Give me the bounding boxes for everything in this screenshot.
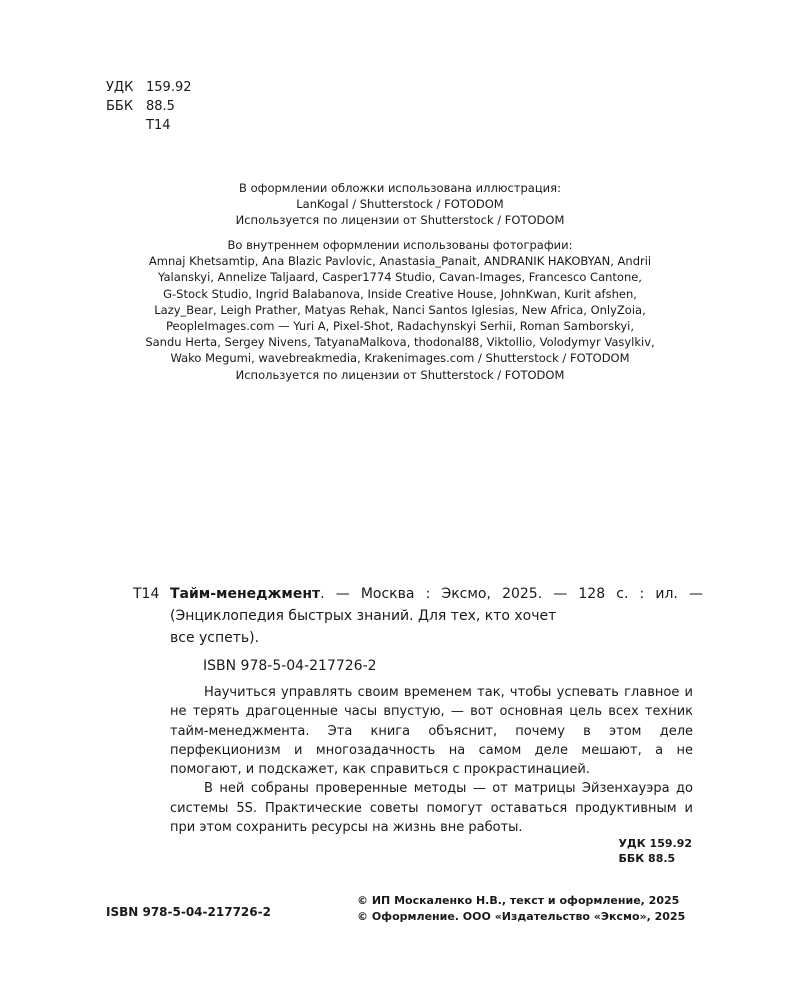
- bottom-udk: УДК 159.92: [618, 837, 692, 850]
- bib-author-mark: Т14: [133, 586, 160, 602]
- bbk-value: 88.5: [146, 99, 175, 114]
- bottom-bbk: ББК 88.5: [618, 851, 676, 865]
- annotation: [170, 683, 693, 837]
- author-mark: Т14: [146, 118, 171, 133]
- credit-line: Amnaj Khetsamtip, Ana Blazic Pavlovic, Anastasia_Panait, ANDRANIK HAKOBYAN, Andrii: [148, 254, 652, 269]
- credit-line: Sandu Herta, Sergey Nivens, TatyanaMalkova, thodonal88, Viktollio, Volodymyr Vasylkiv,: [145, 335, 655, 350]
- udk-value: 159.92: [146, 80, 192, 95]
- bbk-row: [106, 97, 192, 116]
- credit-line: Используется по лицензии от Shutterstock / FOTODOM: [235, 367, 565, 382]
- bottom-classification-codes: [618, 837, 692, 866]
- cover-credits: [100, 180, 700, 229]
- credit-line: Используется по лицензии от Shutterstock / FOTODOM: [235, 213, 565, 228]
- bottom-isbn: ISBN 978-5-04-217726-2: [106, 905, 271, 919]
- annotation-paragraph: В ней собраны проверенные методы — от матрицы Эйзенхауэра до системы 5S. Практические советы помогут оставаться продуктивным и при этом сохранить ресурсы на жизнь вне работы.: [170, 781, 693, 836]
- credit-line: В оформлении обложки использована иллюстрация:: [239, 181, 561, 195]
- copyright-block: [357, 893, 685, 924]
- bbk-label: ББК: [106, 99, 134, 114]
- bib-details-cont: все успеть).: [170, 630, 260, 646]
- credit-line: LanKogal / Shutterstock / FOTODOM: [296, 197, 504, 212]
- credit-line: G-Stock Studio, Ingrid Balabanova, Inside Creative House, JohnKwan, Kurit afshen,: [163, 286, 637, 301]
- udk-label: УДК: [106, 80, 134, 95]
- credit-line: PeopleImages.com — Yuri A, Pixel-Shot, Radachynskyi Serhii, Roman Samborskyi,: [165, 319, 635, 334]
- bib-description: [170, 583, 703, 627]
- interior-credits: [100, 237, 700, 383]
- top-classification-codes: [106, 78, 192, 135]
- udk-row: [106, 78, 192, 97]
- copyright-line: © ИП Москаленко Н.В., текст и оформление, 2025: [357, 894, 680, 907]
- credit-line: Lazy_Bear, Leigh Prather, Matyas Rehak, Nanci Santos Iglesias, New Africa, OnlyZoia,: [154, 302, 646, 317]
- book-title: Тайм-менеджмент: [170, 586, 321, 602]
- credit-line: Wako Megumi, wavebreakmedia, Krakenimages.com / Shutterstock / FOTODOM: [170, 351, 630, 366]
- bibliographic-record: [133, 583, 703, 677]
- credit-line: Yalanskyi, Annelize Taljaard, Casper1774 Studio, Cavan-Images, Francesco Cantone,: [158, 270, 642, 285]
- annotation-paragraph: Научиться управлять своим временем так, чтобы успевать главное и не терять драгоценные часы впустую, — вот основная цель всех техник тайм-менеджмента. Эта книга объяснит, почему в этом деле перфекционизм и многозадачность на самом деле мешают, а не помогают, и подскажет, как справиться с прокрастинацией.: [170, 685, 693, 778]
- bib-isbn: ISBN 978-5-04-217726-2: [203, 658, 377, 674]
- credit-line: Во внутреннем оформлении использованы фотографии:: [227, 238, 573, 252]
- bib-details: . — Москва : Эксмо, 2025. — 128 с. : ил. — (Энциклопедия быстрых знаний. Для тех, кто хочет: [170, 586, 703, 624]
- copyright-line: © Оформление. ООО «Издательство «Эксмо», 2025: [357, 909, 686, 923]
